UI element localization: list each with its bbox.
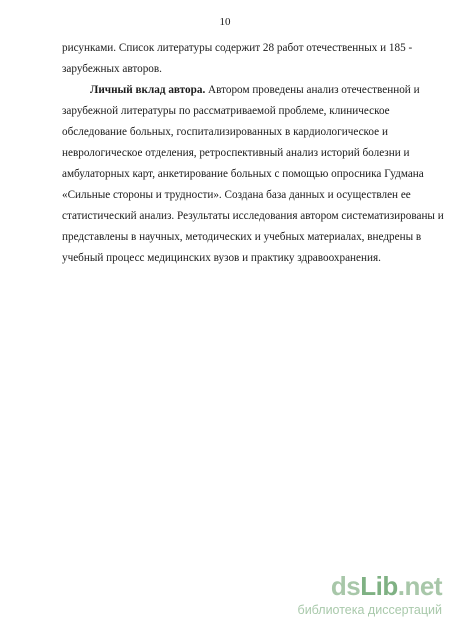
dslib-watermark <box>270 572 442 622</box>
page-number: 10 <box>219 16 231 28</box>
text-line: «Сильные стороны и трудности». Создана база данных и осуществлен ее <box>62 189 411 201</box>
text-line: зарубежной литературы по рассматриваемой проблеме, клиническое <box>62 105 390 117</box>
text-line: статистический анализ. Результаты исследования автором систематизированы и <box>62 210 444 222</box>
text-line: учебный процесс медицинских вузов и практику здравоохранения. <box>62 252 381 264</box>
text-line: обследование больных, госпитализированных в кардиологическое и <box>62 126 388 138</box>
paragraph-first-line-text: Автором проведены анализ отечественной и <box>205 84 420 96</box>
paragraph-heading: Личный вклад автора. <box>90 84 206 96</box>
text-line: зарубежных авторов. <box>62 63 162 75</box>
text-line: неврологическое отделения, ретроспективный анализ историй болезни и <box>62 147 410 159</box>
paragraph-first-line <box>90 83 420 97</box>
text-line: амбулаторных карт, анкетирование больных с помощью опросника Гудмана <box>62 168 424 180</box>
dslib-logo: dsLib.net <box>330 571 442 601</box>
dslib-tagline: библиотека диссертаций <box>297 603 442 617</box>
text-line: рисунками. Список литературы содержит 28 работ отечественных и 185 - <box>62 42 413 54</box>
text-line: представлены в научных, методических и учебных материалах, внедрены в <box>62 231 422 243</box>
